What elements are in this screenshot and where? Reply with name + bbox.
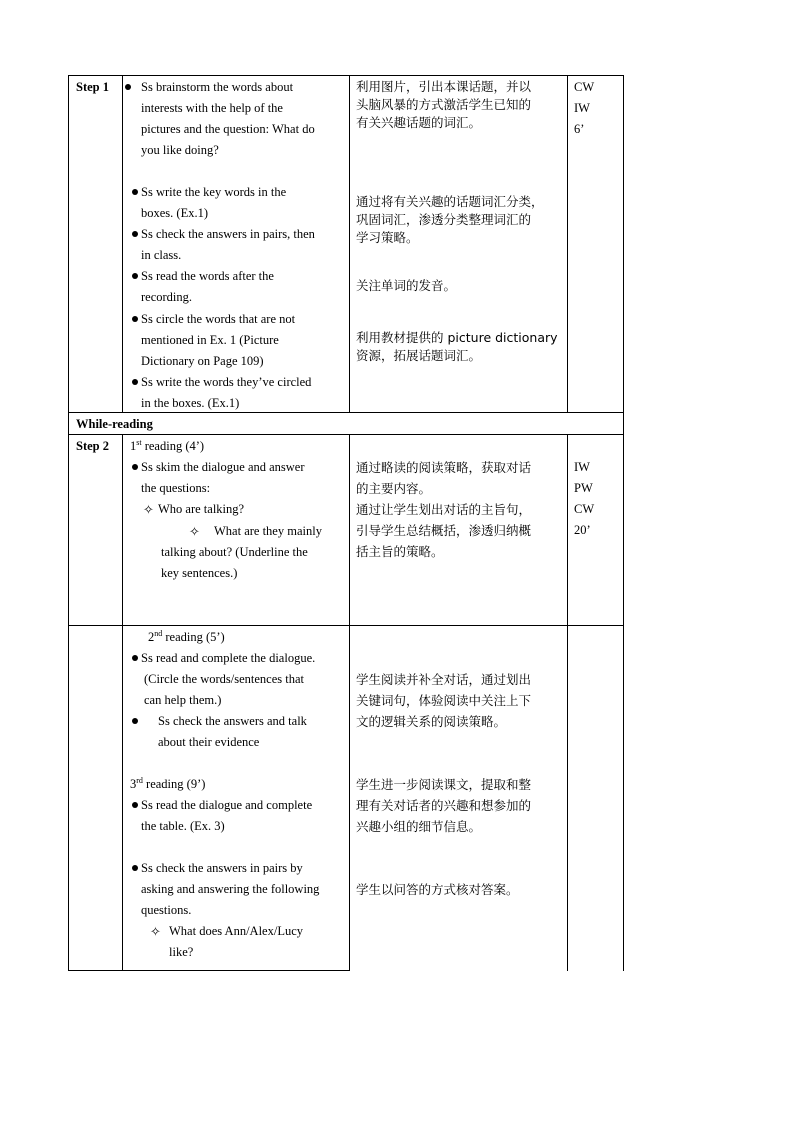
table-col-line [623,412,624,435]
activity-line: Ss skim the dialogue and answer [141,460,305,474]
table-col-line [122,434,123,971]
purpose-line: 通过让学生划出对话的主旨句， [356,502,532,517]
activity-line: in the boxes. (Ex.1) [141,396,240,410]
bullet-icon [132,655,138,661]
bullet-icon [132,189,138,195]
diamond-bullet-icon: ✧ [143,502,154,517]
reading-heading: 3rd reading (9’) [130,775,206,791]
activity-line: can help them.) [144,693,222,707]
bullet-icon [132,802,138,808]
table-col-line [567,75,568,413]
table-rule [68,625,624,626]
step-label: Step 2 [76,439,109,453]
activity-line: Ss read the words after the [141,269,274,283]
mode-label: 20’ [574,523,591,537]
activity-line: Ss check the answers and talk [158,714,307,728]
question-line: Who are talking? [158,502,245,516]
mode-label: IW [574,101,590,115]
purpose-line: 头脑风暴的方式激活学生已知的 [356,97,532,112]
activity-line: Ss write the key words in the [141,185,287,199]
table-col-line [68,434,69,971]
bullet-icon [132,379,138,385]
table-col-line [623,434,624,971]
question-line: like? [169,945,194,959]
purpose-line: 学生以问答的方式核对答案。 [356,882,519,897]
step-label: Step 1 [76,80,109,94]
bullet-icon [132,316,138,322]
question-line: key sentences.) [161,566,238,580]
question-line: What does Ann/Alex/Lucy [169,924,303,938]
bullet-icon [132,273,138,279]
reading-heading: 1st reading (4’) [130,437,205,453]
purpose-line: 有关兴趣话题的词汇。 [356,115,482,130]
activity-line: (Circle the words/sentences that [144,672,305,686]
mode-label: 6’ [574,122,585,136]
activity-line: questions. [141,903,192,917]
question-line: talking about? (Underline the [161,545,308,559]
purpose-line: 学生进一步阅读课文，提取和整 [356,777,532,792]
purpose-line: 引导学生总结概括，渗透归纳概 [356,523,532,538]
activity-line: interests with the help of the [141,101,283,115]
diamond-bullet-icon: ✧ [150,924,161,939]
purpose-line: 学生阅读并补全对话，通过划出 [356,672,532,687]
activity-line: asking and answering the following [141,882,320,896]
table-border-bottom [68,970,350,971]
activity-line: pictures and the question: What do [141,122,315,136]
table-col-line [122,75,123,413]
mode-label: IW [574,460,590,474]
table-col-line [623,75,624,413]
mode-label: CW [574,80,595,94]
diamond-bullet-icon: ✧ [189,524,200,539]
purpose-line: 文的逻辑关系的阅读策略。 [356,714,507,729]
purpose-line: 理有关对话者的兴趣和想参加的 [356,798,532,813]
purpose-line: 利用图片，引出本课话题，并以 [356,79,532,94]
mode-label: PW [574,481,593,495]
activity-line: Ss check the answers in pairs by [141,861,303,875]
activity-line: Ss circle the words that are not [141,312,296,326]
section-heading: While-reading [76,417,153,431]
purpose-line: 通过将有关兴趣的话题词汇分类， [356,194,544,209]
table-col-line [68,412,69,435]
bullet-icon [132,231,138,237]
bullet-icon [132,865,138,871]
bullet-icon [132,464,138,470]
purpose-line: 括主旨的策略。 [356,544,444,559]
activity-line: about their evidence [158,735,260,749]
activity-line: Ss read and complete the dialogue. [141,651,316,665]
activity-line: the questions: [141,481,211,495]
mode-label: CW [574,502,595,516]
purpose-line: 巩固词汇，渗透分类整理词汇的 [356,212,532,227]
bullet-icon [125,84,131,90]
purpose-line: 通过略读的阅读策略，获取对话 [356,460,532,475]
reading-heading: 2nd reading (5’) [148,628,225,644]
bullet-icon [132,718,138,724]
purpose-line: 利用教材提供的 picture dictionary [356,330,558,345]
activity-line: you like doing? [141,143,219,157]
purpose-line: 的主要内容。 [356,481,432,496]
purpose-line: 资源，拓展话题词汇。 [356,348,482,363]
table-col-line [567,434,568,971]
table-col-line [68,75,69,413]
activity-line: boxes. (Ex.1) [141,206,208,220]
activity-line: in class. [141,248,182,262]
activity-line: recording. [141,290,193,304]
table-col-line [349,75,350,413]
purpose-line: 关注单词的发音。 [356,278,457,293]
activity-line: mentioned in Ex. 1 (Picture [141,333,279,347]
activity-line: Ss write the words they’ve circled [141,375,312,389]
purpose-line: 学习策略。 [356,230,419,245]
activity-line: Ss check the answers in pairs, then [141,227,315,241]
activity-line: Ss read the dialogue and complete [141,798,313,812]
activity-line: Ss brainstorm the words about [141,80,294,94]
purpose-line: 关键词句，体验阅读中关注上下 [356,693,532,708]
table-border-top [68,75,624,76]
activity-line: Dictionary on Page 109) [141,354,264,368]
question-line: What are they mainly [214,524,322,538]
purpose-line: 兴趣小组的细节信息。 [356,819,482,834]
activity-line: the table. (Ex. 3) [141,819,225,833]
table-col-line [349,434,350,971]
